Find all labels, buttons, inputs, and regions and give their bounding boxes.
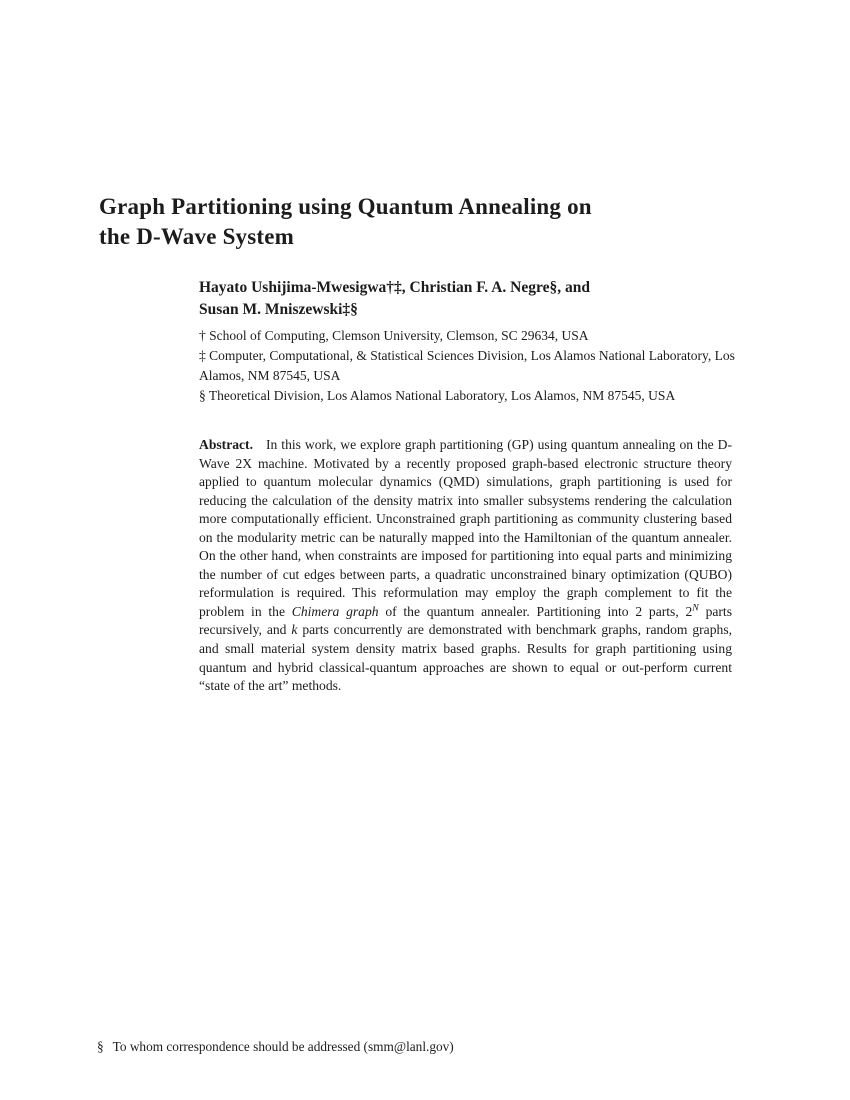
author-line2: Susan M. Mniszewski‡§ [199,300,358,318]
footnote-symbol: § [97,1039,104,1054]
affiliation-item: ‡ Computer, Computational, & Statistical Sciences Division, Los Alamos National Laboratory, Los Alamos, NM 87545, USA [199,348,735,383]
author-list [199,277,739,320]
abstract-text: In this work, we explore graph partitioning (GP) using quantum annealing on the D-Wave 2X machine. Motivated by a recently proposed graph-based electronic structure theory applied to quantum molecular dynamics (QMD) simulations, graph partitioning is used for reducing the calculation of the density matrix into smaller subsystems rendering the calculation more computationally efficient. Unconstrained graph partitioning as community clustering based on the modularity metric can be naturally mapped into the Hamiltonian of the quantum annealer. On the other hand, when constraints are imposed for partitioning into equal parts and minimizing the number of cut edges between parts, a quadratic unconstrained binary optimization (QUBO) reformulation is required. This reformulation may employ the graph complement to fit the problem in the Chimera graph of the quantum annealer. Partitioning into 2 parts, $2^N$ parts recursively, and k parts concurrently are demonstrated with benchmark graphs, random graphs, and small material system density matrix based graphs. Results for graph partitioning using quantum and hybrid classical-quantum approaches are shown to equal or out-perform current “state of the art” methods. [199,437,733,694]
footnote-text: To whom correspondence should be addressed (smm@lanl.gov) [112,1039,454,1054]
paper-title-line2: the D-Wave System [99,224,295,249]
author-line1: Hayato Ushijima-Mwesigwa†‡, Christian F. A. Negre§, and [199,279,590,296]
paper-title [99,192,719,252]
affiliation-item: † School of Computing, Clemson University, Clemson, SC 29634, USA [199,328,589,343]
abstract-label: Abstract. [199,437,253,452]
paper-title-line1: Graph Partitioning using Quantum Annealing on [99,194,592,219]
affiliation-item: § Theoretical Division, Los Alamos National Laboratory, Los Alamos, NM 87545, USA [199,388,676,403]
affiliation-list [199,326,735,406]
abstract-paragraph [199,436,732,696]
correspondence-footnote [97,1038,454,1056]
